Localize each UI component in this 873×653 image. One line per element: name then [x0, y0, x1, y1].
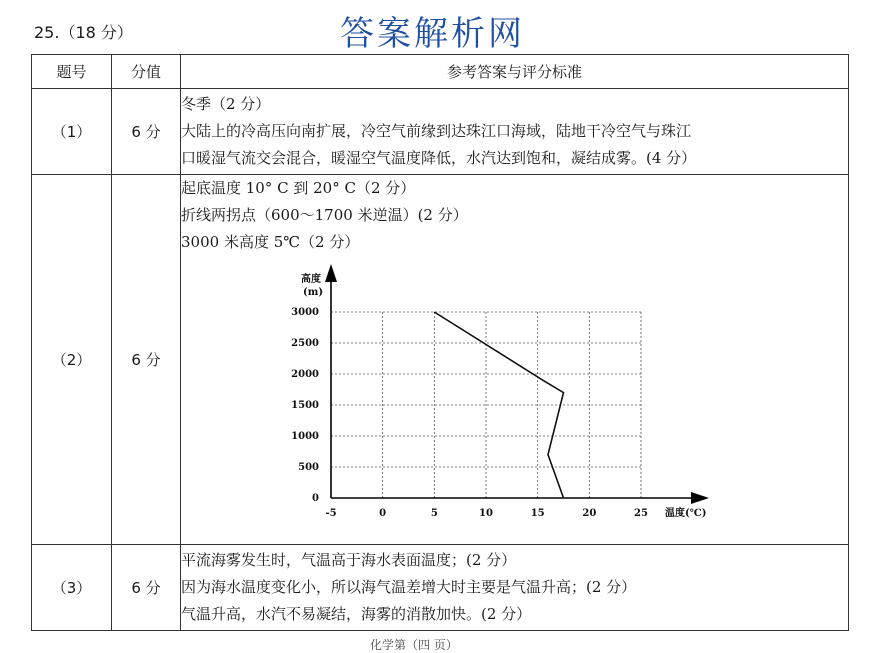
table-header-row [32, 55, 849, 89]
x-tick-label: 5 [430, 508, 438, 519]
x-tick-label: 15 [530, 508, 545, 519]
answer-line: 冬季（2 分） [181, 95, 271, 113]
answer-cell [181, 89, 849, 175]
answer-line: 口暖湿气流交会混合，暖湿空气温度降低，水汽达到饱和，凝结成雾。(4 分） [181, 149, 697, 167]
x-tick-label: 10 [479, 508, 493, 519]
answer-line: 因为海水温度变化小，所以海气温差增大时主要是气温升高；(2 分） [181, 578, 637, 596]
x-axis-label: 温度(℃) [665, 508, 707, 519]
header-score: 分值 [112, 55, 181, 89]
y-tick-label: 2500 [291, 338, 319, 349]
y-tick-label: 1000 [291, 431, 319, 442]
question-no: （2） [32, 175, 112, 545]
x-axis-arrow [691, 492, 709, 504]
answer-cell [181, 175, 849, 545]
y-tick-label: 1500 [291, 400, 319, 411]
answer-line: 折线两拐点（600～1700 米逆温）(2 分） [181, 206, 468, 224]
answer-cell [181, 545, 849, 631]
y-axis-label: 高度 [301, 274, 321, 285]
answer-line: 3000 米高度 5℃（2 分） [181, 233, 360, 251]
question-no: （1） [32, 89, 112, 175]
y-axis-unit-label: (m) [303, 287, 324, 298]
score: 6 分 [112, 175, 181, 545]
answer-table [31, 54, 849, 631]
header-answer: 参考答案与评分标准 [181, 55, 849, 89]
x-tick-label: 0 [379, 508, 387, 519]
y-tick-label: 3000 [291, 307, 319, 318]
page-footer: 化学第（四 页） [370, 638, 458, 652]
x-tick-label: 25 [634, 508, 648, 519]
table-row [32, 175, 849, 545]
question-number: 25.（18 分） [34, 23, 133, 42]
answer-line: 起底温度 10° C 到 20° C（2 分） [181, 179, 416, 197]
score: 6 分 [112, 545, 181, 631]
question-no: （3） [32, 545, 112, 631]
score: 6 分 [112, 89, 181, 175]
y-tick-label: 0 [312, 493, 319, 504]
table-row [32, 89, 849, 175]
x-tick-label: 20 [582, 508, 597, 519]
answer-line: 大陆上的冷高压向南扩展，冷空气前缘到达珠江口海域，陆地干冷空气与珠江 [181, 122, 692, 140]
answer-line: 平流海雾发生时，气温高于海水表面温度；(2 分） [181, 551, 517, 569]
y-tick-label: 2000 [291, 369, 319, 380]
x-tick-label: -5 [325, 508, 337, 519]
answer-line: 气温升高，水汽不易凝结，海雾的消散加快。(2 分） [181, 605, 532, 623]
table-row [32, 545, 849, 631]
header-question-no: 题号 [32, 55, 112, 89]
y-axis-arrow [325, 264, 337, 282]
temperature-height-chart [181, 258, 741, 526]
brand-watermark: 答案解析网 [340, 14, 525, 54]
y-tick-label: 500 [298, 462, 319, 473]
